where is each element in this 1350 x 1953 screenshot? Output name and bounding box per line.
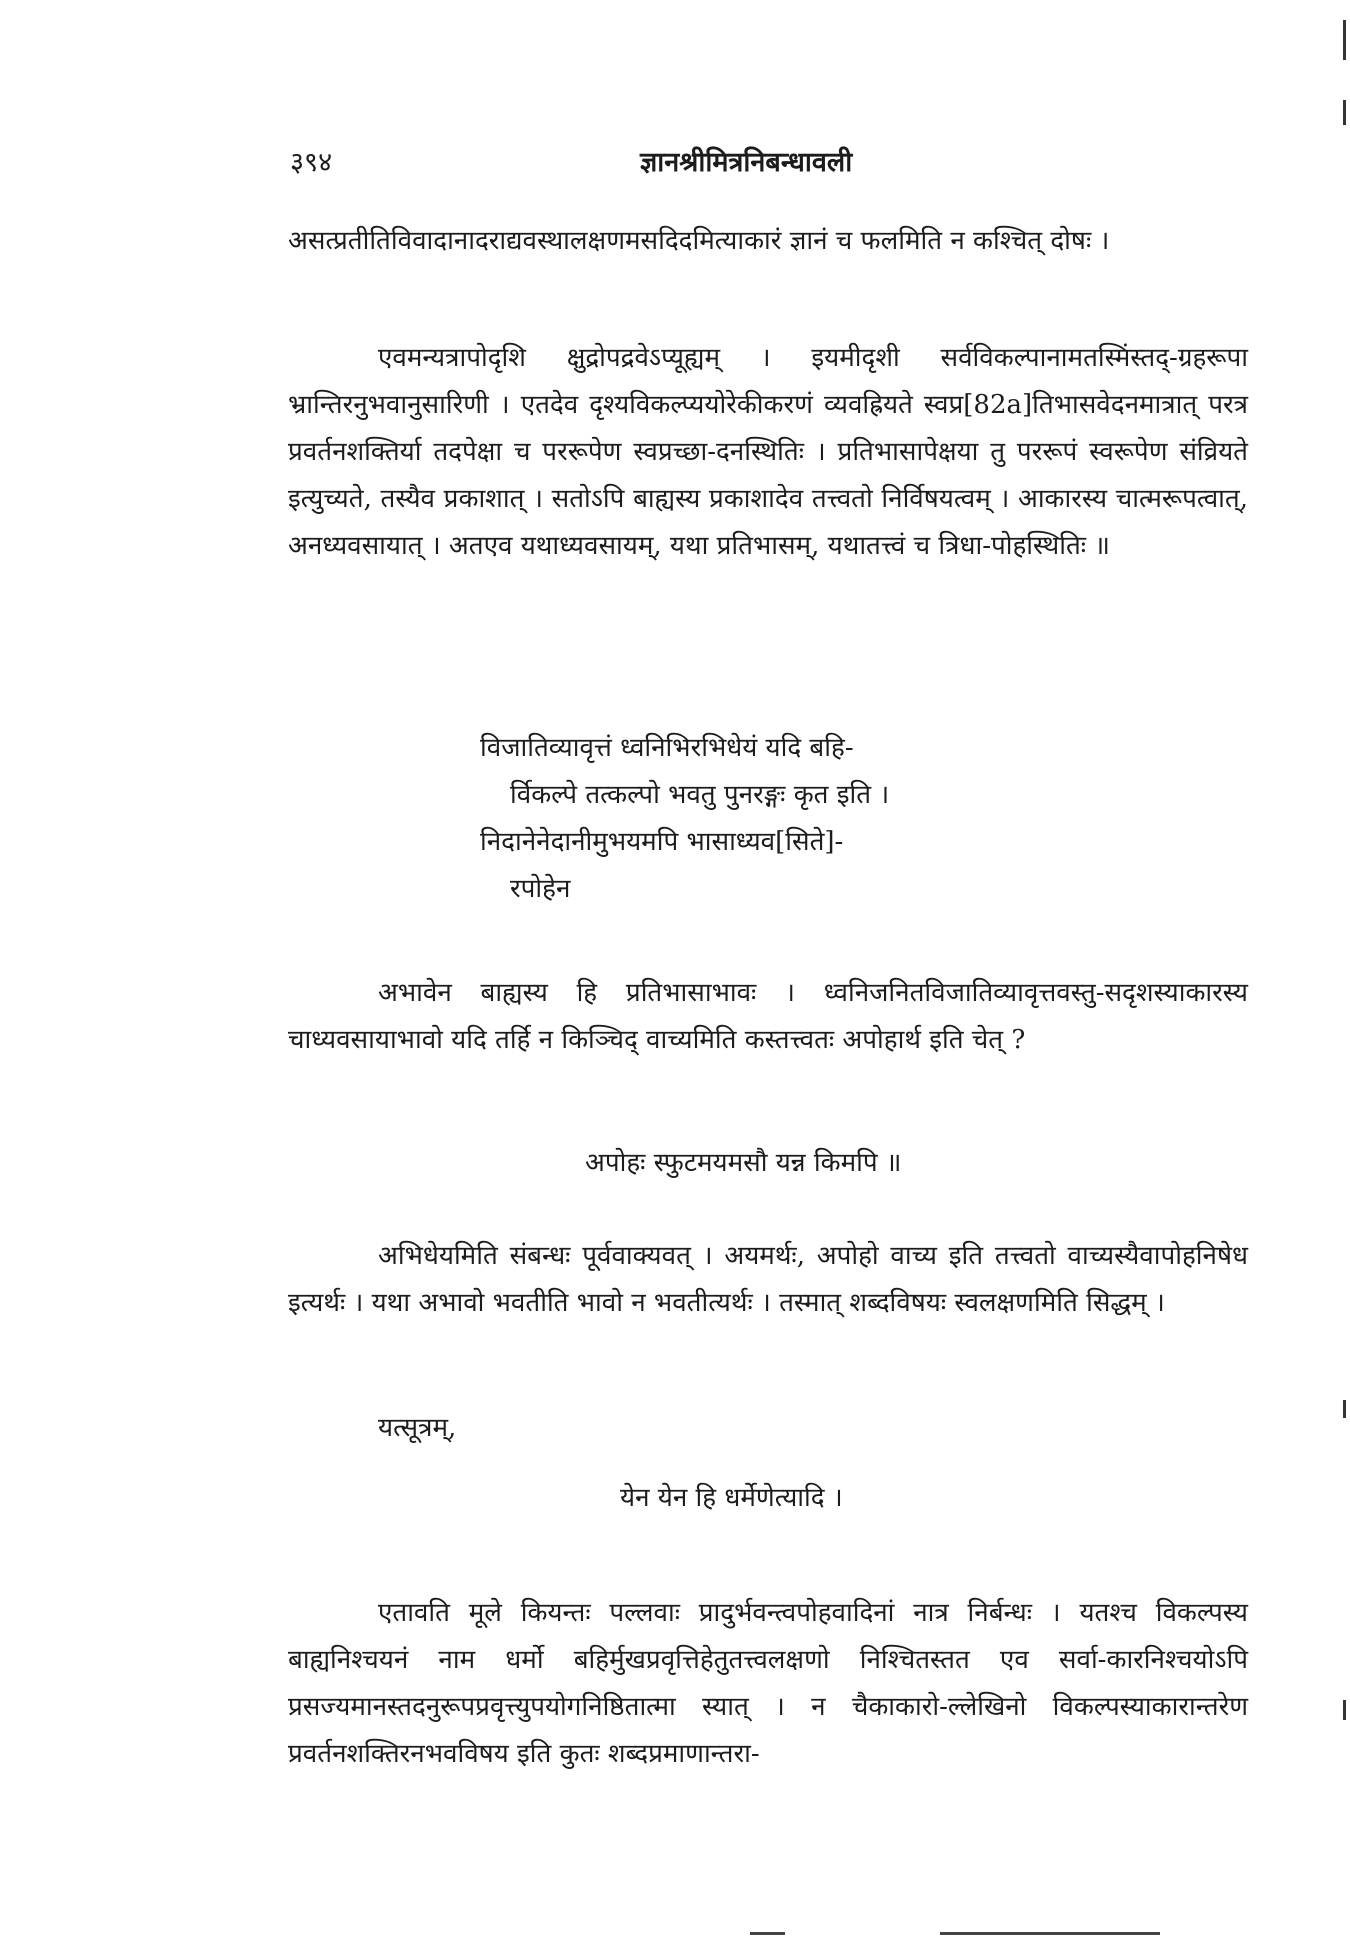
paragraph-1: असत्प्रतीतिविवादानादराद्यवस्थालक्षणमसदिदमित्याकारं ज्ञानं च फलमिति न कश्चित् दोषः । [288, 226, 1110, 256]
quote-verse-2: येन येन हि धर्मेणेत्यादि । [620, 1483, 843, 1513]
verse-block [480, 725, 889, 913]
paragraph-4: अभिधेयमिति संबन्धः पूर्ववाक्यवत् । अयमर्थः, अपोहो वाच्य इति तत्त्वतो वाच्यस्यैवापोहनिषेध इत्यर्थः । यथा अभावो भवतीति भावो न भवतीत्यर्थः । तस्मात् शब्दविषयः स्वलक्षणमिति सिद्धम् । [288, 1241, 1248, 1318]
scan-bottom-mark [750, 1932, 785, 1935]
verse-line-4: रपोहेन [510, 874, 571, 904]
paragraph-5: यत्सूत्रम्, [378, 1413, 457, 1443]
page-number: ३९४ [290, 147, 333, 178]
scan-edge-mark [1343, 20, 1346, 60]
verse-line-1: विजातिव्यावृत्तं ध्वनिभिरभिधेयं यदि बहि- [480, 733, 854, 763]
running-title: ज्ञानश्रीमित्रनिबन्धावली [640, 147, 853, 178]
paragraph-6: एतावति मूले कियन्तः पल्लवाः प्रादुर्भवन्त्वपोहवादिनां नात्र निर्बन्धः । यतश्च विकल्पस्य बाह्यनिश्चयनं नाम धर्मो बहिर्मुखप्रवृत्तिहेतुतत्त्वलक्षणो निश्चितस्तत एव सर्वा-कारनिश्चयोऽपि प्रसज्यमानस्तदनुरूपप्रवृत्त्युपयोगनिष्ठितात्मा स्यात् । न चैकाकारो-ल्लेखिनो विकल्पस्याकारान्तरेण प्रवर्तनशक्तिरनभवविषय इति कुतः शब्दप्रमाणान्तरा- [288, 1598, 1248, 1769]
quote-verse-1: अपोहः स्फुटमयमसौ यन्न किमपि ॥ [585, 1148, 902, 1178]
scan-edge-mark [1343, 100, 1346, 125]
scan-bottom-mark [940, 1932, 1160, 1935]
verse-line-3: निदानेनेदानीमुभयमपि भासाध्यव[सिते]- [480, 827, 844, 857]
paragraph-2: एवमन्यत्रापोदृशि क्षुद्रोपद्रवेऽप्यूह्यम् । इयमीदृशी सर्वविकल्पानामतस्मिंस्तद्-ग्रहरूपा भ्रान्तिरनुभवानुसारिणी । एतदेव दृश्यविकल्प्ययोरेकीकरणं व्यवह्रियते स्वप्र[82a]तिभासवेदनमात्रात् परत्र प्रवर्तनशक्तिर्या तदपेक्षा च पररूपेण स्वप्रच्छा-दनस्थितिः । प्रतिभासापेक्षया तु पररूपं स्वरूपेण संव्रियते इत्युच्यते, तस्यैव प्रकाशात् । सतोऽपि बाह्यस्य प्रकाशादेव तत्त्वतो निर्विषयत्वम् । आकारस्य चात्मरूपत्वात्, अनध्यवसायात् । अतएव यथाध्यवसायम्, यथा प्रतिभासम्, यथातत्त्वं च त्रिधा-पोहस्थितिः ॥ [288, 343, 1248, 561]
paragraph-3: अभावेन बाह्यस्य हि प्रतिभासाभावः । ध्वनिजनितविजातिव्यावृत्तवस्तु-सदृशस्याकारस्य चाध्यवसायाभावो यदि तर्हि न किञ्चिद् वाच्यमिति कस्तत्त्वतः अपोहार्थ इति चेत् ? [288, 978, 1248, 1055]
scan-edge-mark [1343, 1700, 1346, 1720]
page-header [290, 142, 1230, 182]
verse-line-2: र्विकल्पे तत्कल्पो भवतु पुनरङ्गः कृत इति । [510, 780, 890, 810]
scan-edge-mark [1343, 1400, 1346, 1418]
